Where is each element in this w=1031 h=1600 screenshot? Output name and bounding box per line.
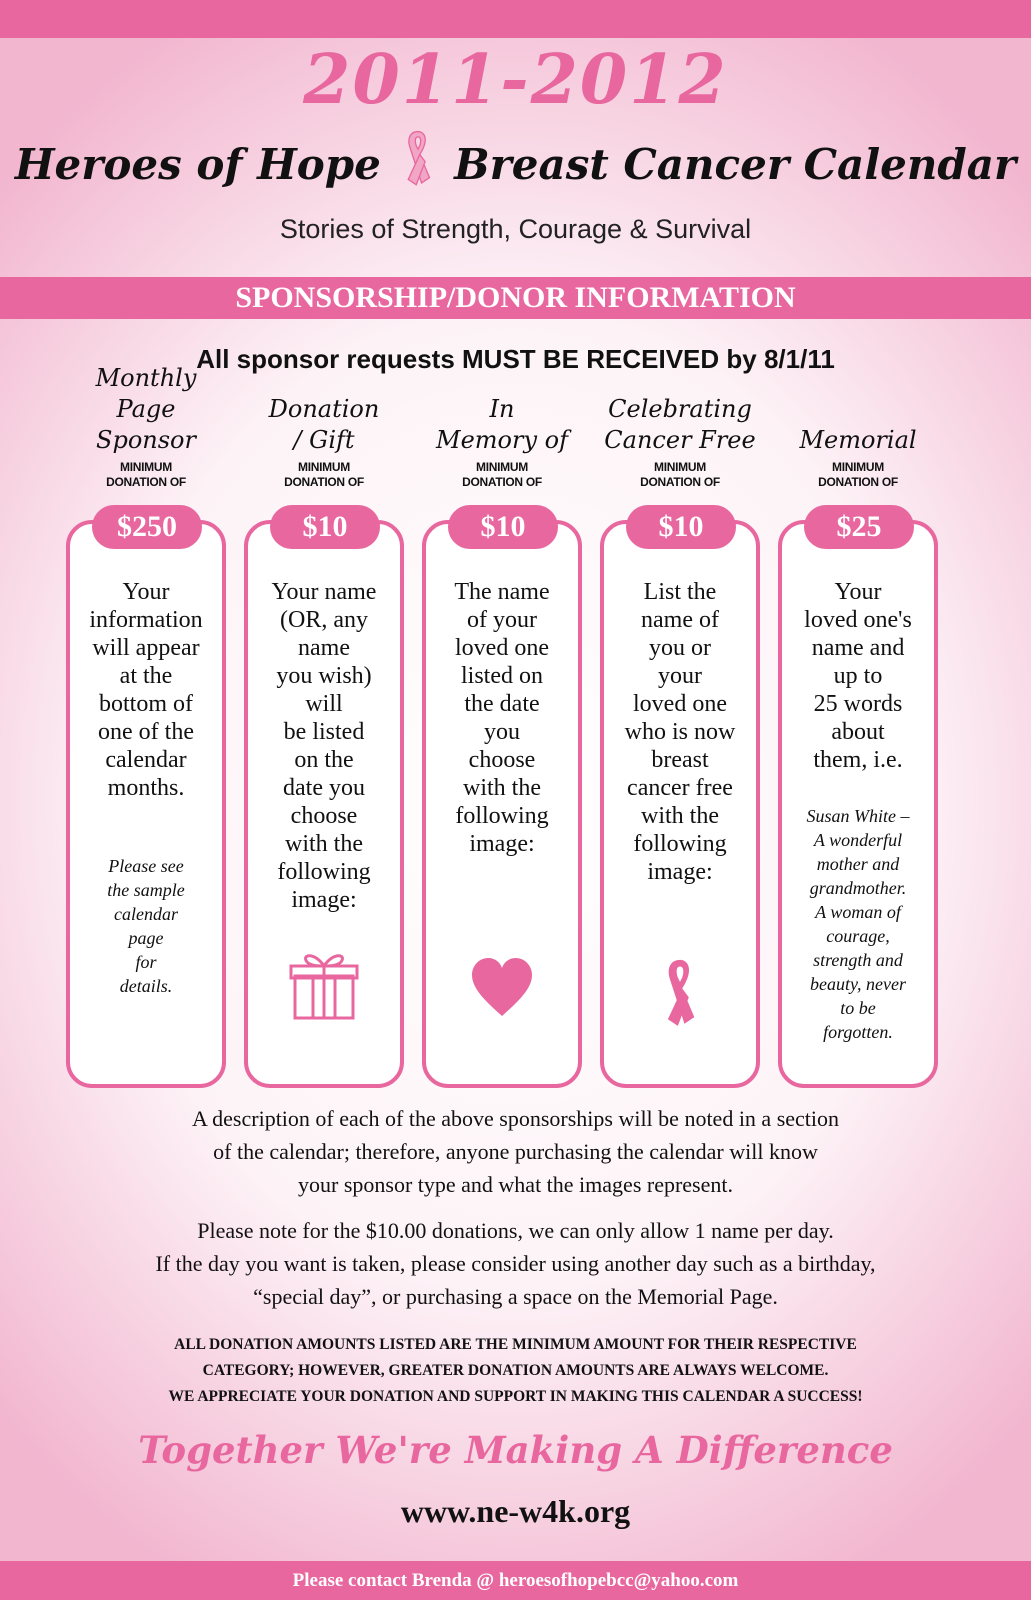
sponsor-card-memory (422, 520, 582, 1088)
contact-bar (0, 1561, 1031, 1600)
text-line: Susan White – (806, 806, 910, 826)
text-line: cancer free (627, 775, 733, 801)
text-line: with the (463, 775, 541, 801)
calendar-name-title (0, 140, 1031, 190)
title-left: Heroes of Hope (14, 140, 381, 189)
text-line: beauty, never (810, 974, 906, 994)
calendar-year-title: 2011-2012 (303, 40, 728, 120)
text-line: date you (283, 775, 365, 801)
contact-text[interactable]: Please contact Brenda @ heroesofhopebcc@yahoo.com (292, 1570, 739, 1591)
text-line: loved one (633, 691, 727, 717)
text-line: you wish) (276, 663, 372, 689)
sponsor-type-header-monthly (65, 364, 227, 490)
text-line: will appear (92, 635, 200, 661)
text-line: “special day”, or purchasing a space on the Memorial Page. (253, 1284, 778, 1309)
text-line: Your (834, 579, 882, 605)
text-line: details. (119, 976, 173, 996)
sponsor-type-name: Monthly Page Sponsor (95, 364, 197, 454)
text-line: on the (294, 747, 354, 773)
text-line: at the (119, 663, 173, 689)
text-line: choose (290, 803, 358, 829)
text-line: following (455, 803, 549, 829)
top-bar (0, 0, 1031, 38)
slogan: Together We're Making A Difference (138, 1428, 893, 1472)
minimum-label: MINIMUM DONATION OF (818, 460, 898, 489)
text-line: the sample (107, 880, 185, 900)
text-line: your sponsor type and what the images represent. (298, 1172, 733, 1197)
sponsor-card-memorial (778, 520, 938, 1088)
price-badge: $10 (626, 505, 736, 549)
text-line: forgotten. (823, 1022, 893, 1042)
sponsor-card-cancer-free (600, 520, 760, 1088)
website-link[interactable]: www.ne-w4k.org (400, 1493, 631, 1529)
price-badge: $250 (92, 505, 202, 549)
sponsor-card-monthly (66, 520, 226, 1088)
minimum-label: MINIMUM DONATION OF (640, 460, 720, 489)
minimum-label: MINIMUM DONATION OF (462, 460, 542, 489)
text-line: bottom of (99, 691, 193, 717)
text-line: of the calendar; therefore, anyone purchasing the calendar will know (213, 1139, 818, 1164)
text-line: who is now (624, 719, 736, 745)
deadline-notice: All sponsor requests MUST BE RECEIVED by 8/1/11 (196, 344, 835, 374)
text-line: will (305, 691, 343, 717)
sponsor-type-name: Celebrating Cancer Free (604, 395, 756, 454)
description-paragraph (0, 1102, 1031, 1201)
text-line: name and (811, 635, 905, 661)
text-line: be listed (283, 719, 365, 745)
card-description (434, 578, 570, 858)
text-line: page (128, 928, 164, 948)
minimum-label: MINIMUM DONATION OF (106, 460, 186, 489)
text-line: A wonderful (813, 830, 903, 850)
text-line: strength and (813, 950, 903, 970)
text-line: ALL DONATION AMOUNTS LISTED ARE THE MINIMUM AMOUNT FOR THEIR RESPECTIVE (174, 1336, 857, 1353)
text-line: with the (641, 803, 719, 829)
price-badge: $10 (270, 505, 380, 549)
text-line: image: (469, 831, 535, 857)
text-line: calendar (105, 747, 187, 773)
text-line: loved one (455, 635, 549, 661)
text-line: following (633, 831, 727, 857)
sponsor-type-header-memorial (777, 392, 939, 490)
text-line: Your (122, 579, 170, 605)
price-badge: $10 (448, 505, 558, 549)
text-line: If the day you want is taken, please consider using another day such as a birthday, (155, 1251, 876, 1276)
text-line: Please note for the $10.00 donations, we can only allow 1 name per day. (197, 1218, 834, 1243)
sponsor-type-header-cancer-free (599, 392, 761, 490)
text-line: your (658, 663, 702, 689)
card-description (790, 578, 926, 774)
card-description (612, 578, 748, 886)
card-note (80, 854, 212, 998)
text-line: CATEGORY; HOWEVER, GREATER DONATION AMOUNTS ARE ALWAYS WELCOME. (202, 1362, 829, 1379)
text-line: to be (840, 998, 876, 1018)
text-line: A description of each of the above sponsorships will be noted in a section (191, 1106, 840, 1131)
subtitle: Stories of Strength, Courage & Survival (279, 214, 752, 244)
text-line: grandmother. (809, 878, 907, 898)
text-line: List the (643, 579, 717, 605)
text-line: about (831, 719, 885, 745)
text-line: The name (454, 579, 550, 605)
text-line: (OR, any (280, 607, 368, 633)
text-line: listed on (461, 663, 543, 689)
minimum-label: MINIMUM DONATION OF (284, 460, 364, 489)
text-line: mother and (816, 854, 900, 874)
note-paragraph (0, 1214, 1031, 1313)
section-title: SPONSORSHIP/DONOR INFORMATION (0, 277, 1031, 319)
heart-icon (470, 956, 534, 1020)
card-description (256, 578, 392, 914)
title-right: Breast Cancer Calendar (454, 140, 1017, 189)
text-line: months. (107, 775, 185, 801)
text-line: image: (647, 859, 713, 885)
text-line: name (298, 635, 350, 661)
text-line: choose (468, 747, 536, 773)
text-line: A woman of (815, 902, 901, 922)
text-line: the date (464, 691, 540, 717)
text-line: 25 words (813, 691, 903, 717)
text-line: with the (285, 831, 363, 857)
text-line: information (89, 607, 203, 633)
text-line: breast (651, 747, 709, 773)
pink-ribbon-icon (658, 954, 702, 1034)
text-line: one of the (98, 719, 194, 745)
text-line: you (484, 719, 520, 745)
price-badge: $25 (804, 505, 914, 549)
sponsor-card-donation (244, 520, 404, 1088)
text-line: loved one's (804, 607, 912, 633)
text-line: image: (291, 887, 357, 913)
sponsor-type-name: In Memory of (436, 395, 568, 454)
sponsor-type-name: Donation / Gift (268, 395, 380, 454)
card-description (78, 578, 214, 802)
text-line: WE APPRECIATE YOUR DONATION AND SUPPORT IN MAKING THIS CALENDAR A SUCCESS! (168, 1388, 863, 1405)
card-note (792, 804, 924, 1044)
sponsor-type-header-donation (243, 392, 405, 490)
text-line: name of (641, 607, 719, 633)
text-line: you or (649, 635, 711, 661)
text-line: calendar (114, 904, 178, 924)
text-line: for (135, 952, 157, 972)
text-line: Your name (271, 579, 377, 605)
text-line: of your (467, 607, 537, 633)
gift-icon (289, 948, 359, 1022)
sponsor-type-name: Memorial (799, 426, 917, 454)
pink-ribbon-icon (400, 128, 436, 190)
sponsor-type-header-memory (421, 392, 583, 490)
text-line: up to (833, 663, 883, 689)
text-line: them, i.e. (813, 747, 903, 773)
text-line: courage, (826, 926, 890, 946)
text-line: Please see (108, 856, 184, 876)
text-line: following (277, 859, 371, 885)
donation-disclaimer (0, 1332, 1031, 1410)
